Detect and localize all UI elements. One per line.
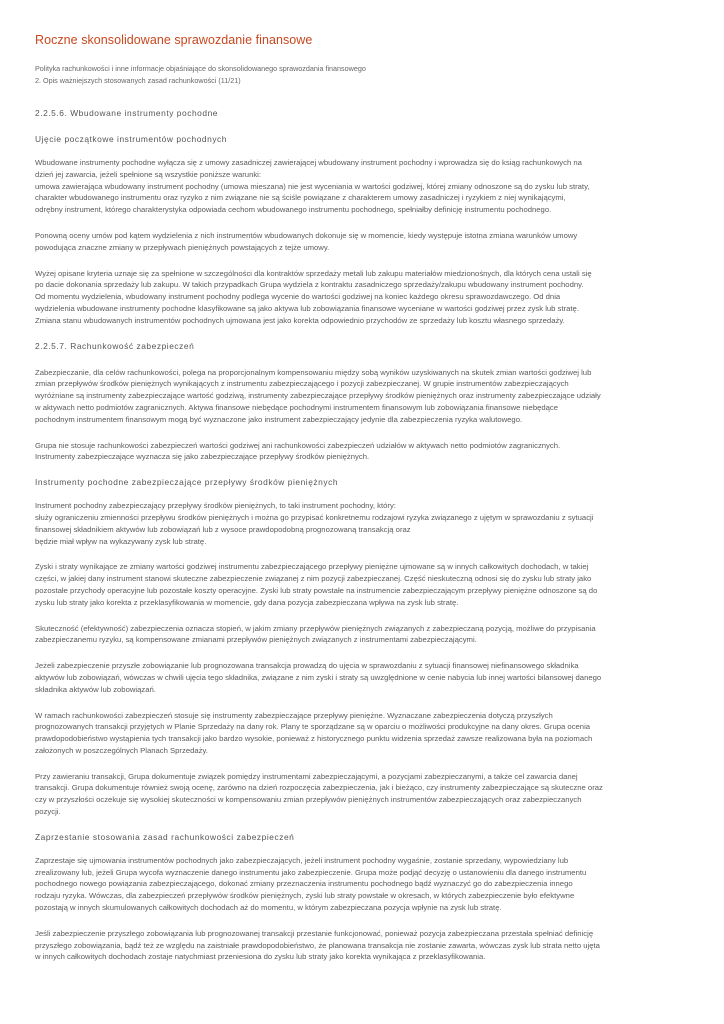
paragraph bbox=[35, 623, 688, 647]
text-line: zmian przepływów środków pieniężnych wynikających z instrumentu zabezpieczającego i pozycji zabezpieczanej. W grupie instrumentów zabezpieczających bbox=[35, 379, 569, 389]
text-line: aktywów lub zobowiązań, wówczas w chwili ujęcia tego składnika, związane z nim zyski i straty są uwzględnione w cenie nabycia lub innej wartości bilansowej danego bbox=[35, 672, 602, 682]
text-line: W ramach rachunkowości zabezpieczeń stosuje się instrumenty zabezpieczające przepływy pieniężne. Wyznaczane zabezpieczenia dotyczą przyszłych bbox=[35, 710, 553, 720]
document-body bbox=[35, 108, 688, 963]
text-line: założonych w poszczególnych Planach Sprzedaży. bbox=[35, 745, 208, 755]
breadcrumb-item: Polityka rachunkowości i inne informacje objaśniające do skonsolidowanego sprawozdania finansowego bbox=[35, 64, 366, 73]
text-line: zysku lub straty jako korekta z przeklasyfikowania w momencie, gdy dana pozycja zabezpieczana wpływa na zysk lub stratę. bbox=[35, 597, 459, 607]
text-line: części, w jakiej dany instrument stanowi skuteczne zabezpieczenie związanej z nim pozycji zabezpieczanej. Część nieskuteczną odnosi się do zysku lub straty jako bbox=[35, 574, 592, 584]
text-line: będzie miał wpływ na wykazywany zysk lub stratę. bbox=[35, 536, 207, 546]
text-line: składnika aktywów lub zobowiązań. bbox=[35, 684, 156, 694]
text-line: dzień jej zawarcia, jeżeli spełnione są wszystkie poniższe warunki: bbox=[35, 169, 262, 179]
text-line: służy ograniczeniu zmienności przepływu środków pieniężnych i można go przypisać konkretnemu rodzajowi ryzyka związanego z ujętym w sprawozdaniu z sytuacji bbox=[35, 512, 594, 522]
text-line: Jeżeli zabezpieczenie przyszłe zobowiązanie lub prognozowana transakcja prowadzą do ujęcia w sprawozdaniu z sytuacji finansowej niefinansowego składnika bbox=[35, 661, 579, 671]
text-line: pochodnym instrumentem finansowym mogą być wyznaczone jako instrument zabezpieczający jedynie dla zabezpieczenia ryzyka walutowego. bbox=[35, 414, 523, 424]
text-line: po dacie dokonania sprzedaży lub zakupu. W takich przypadkach Grupa wydziela z kontraktu zasadniczego sprzedaży/zakupu wbudowany instrument pochodny. bbox=[35, 280, 584, 290]
text-line: prognozowanych transakcji przyjętych w Planie Sprzedaży na dany rok. Plany te sporządzane są w oparciu o możliwości produkcyjne na dany okres. Grupa ocenia bbox=[35, 722, 591, 732]
paragraph bbox=[35, 367, 688, 426]
text-line: odrębny instrument, którego charakterystyka odpowiada cechom wbudowanego instrumentu pochodnego, spełniałby definicję instrumentu pochodnego. bbox=[35, 205, 552, 215]
text-line: transakcji. Grupa dokumentuje również swoją ocenę, zarówno na dzień rozpoczęcia zabezpieczenia, jak i bieżąco, czy instrumenty zabezpieczające są skuteczne oraz bbox=[35, 783, 603, 793]
paragraph bbox=[35, 157, 688, 216]
text-line: Przy zawieraniu transakcji, Grupa dokumentuje związek pomiędzy instrumentami zabezpieczającymi, a pozycjami zabezpieczanymi, a także cel zawarcia danej bbox=[35, 771, 578, 781]
text-line: pochodnego nowego powiązania zabezpieczającego, dokonać zmiany przeznaczenia instrumentu pochodnego bądź wyznaczyć go do zabezpieczenia innego bbox=[35, 879, 573, 889]
paragraph bbox=[35, 561, 688, 608]
subsection-heading: Instrumenty pochodne zabezpieczające przepływy środków pieniężnych bbox=[35, 477, 339, 488]
text-line: Od momentu wydzielenia, wbudowany instrument pochodny podlega wycenie do wartości godziwej na koniec każdego okresu sprawozdawczego. Od dnia bbox=[35, 292, 561, 302]
text-line: przyszłego zobowiązania, bądź też ze względu na zaistniałe prawdopodobieństwo, że planowana transakcja nie zostanie zawarta, wówczas zysk lub strata netto ujęta bbox=[35, 940, 600, 950]
text-line: Zyski i straty wynikające ze zmiany wartości godziwej instrumentu zabezpieczającego przepływy pieniężne ujmowane są w innych całkowitych dochodach, w takiej bbox=[35, 562, 589, 572]
text-line: Zmiana stanu wbudowanych instrumentów pochodnych ujmowana jest jako korekta odpowiednio przychodów ze sprzedaży lub kosztu własnego sprzedaży. bbox=[35, 315, 565, 325]
document-title: Roczne skonsolidowane sprawozdanie finansowe bbox=[35, 33, 313, 47]
paragraph bbox=[35, 710, 688, 757]
text-line: prawdopodobieństwo wystąpienia tych transakcji jako bardzo wysokie, ponieważ z historycznego punktu widzenia sprzedaż zawsze realizowana była na poziomach bbox=[35, 734, 593, 744]
subsection-heading: Zaprzestanie stosowania zasad rachunkowości zabezpieczeń bbox=[35, 831, 295, 842]
paragraph bbox=[35, 500, 688, 547]
text-line: Grupa nie stosuje rachunkowości zabezpieczeń wartości godziwej ani rachunkowości zabezpieczeń udziałów w aktywach netto podmiotów zagranicznych. bbox=[35, 440, 561, 450]
text-line: Zabezpieczanie, dla celów rachunkowości, polega na proporcjonalnym kompensowaniu między sobą wyników uzyskiwanych na skutek zmian wartości godziwej lub bbox=[35, 367, 592, 377]
paragraph bbox=[35, 928, 688, 963]
text-line: Wbudowane instrumenty pochodne wyłącza się z umowy zasadniczej zawierającej wbudowany instrument pochodny i wprowadza się do ksiąg rachunkowych na bbox=[35, 158, 582, 167]
text-line: charakter wbudowanego instrumentu oraz ryzyko z nim związane nie są ściśle powiązane z charakterem umowy zasadniczej i ryzykiem z niej wynikającymi, bbox=[35, 193, 566, 203]
text-line: Instrumenty zabezpieczające wyznacza się jako zabezpieczające przepływy środków pieniężnych. bbox=[35, 452, 370, 462]
text-line: wyróżniane są instrumenty zabezpieczające wartość godziwą, instrumenty zabezpieczające przepływy środków pieniężnych oraz instrumenty zabezpieczające udziały bbox=[35, 391, 601, 401]
text-line: Jeśli zabezpieczenie przyszłego zobowiązania lub prognozowanej transakcji przestanie funkcjonować, ponieważ pozycja zabezpieczana przestała spełniać definicję bbox=[35, 928, 594, 938]
text-line: Ponowną oceny umów pod kątem wydzielenia z nich instrumentów wbudowanych dokonuje się w momencie, kiedy występuje istotna zmiana warunków umowy bbox=[35, 230, 578, 240]
text-line: rodzaju ryzyka. Wówczas, dla zabezpieczeń przepływów środków pieniężnych, zyski lub straty powstałe w okresach, w których zabezpieczenie było efektywne bbox=[35, 891, 575, 901]
paragraph bbox=[35, 855, 688, 914]
text-line: umowa zawierająca wbudowany instrument pochodny (umowa mieszana) nie jest wyceniania w wartości godziwej, której zmiany odnoszone są do zysku lub straty, bbox=[35, 181, 590, 191]
text-line: czy w przyszłości oczekuje się wysokiej skuteczności w kompensowaniu zmian przepływów pieniężnych instrumentów zabezpieczających oraz zabezpieczanych bbox=[35, 795, 582, 805]
subsection-heading: Ujęcie początkowe instrumentów pochodnych bbox=[35, 134, 228, 144]
paragraph bbox=[35, 230, 688, 254]
text-line: Zaprzestaje się ujmowania instrumentów pochodnych jako zabezpieczających, jeżeli instrument pochodny wygaśnie, zostanie sprzedany, wypowiedziany lub bbox=[35, 855, 569, 865]
paragraph bbox=[35, 440, 688, 464]
text-line: pozycji. bbox=[35, 807, 61, 817]
paragraph bbox=[35, 771, 688, 818]
breadcrumb bbox=[35, 63, 688, 86]
text-line: zrealizowany lub, jeżeli Grupa wycofa wyznaczenie danego instrumentu jako zabezpieczenie. Grupa może podjąć decyzję o ustanowieniu dla danego instrumentu bbox=[35, 867, 587, 877]
text-line: Skuteczność (efektywność) zabezpieczenia oznacza stopień, w jakim zmiany przepływów pieniężnych związanych z zabezpieczaną pozycją, możliwe do przypisania bbox=[35, 623, 596, 633]
paragraph bbox=[35, 268, 688, 327]
text-line: wydzielenia wbudowane instrumenty pochodne klasyfikowane są jako aktywa lub zobowiązania finansowe wyceniane w wartości godziwej przez zysk lub stratę. bbox=[35, 303, 579, 313]
text-line: w innych całkowitych dochodach zostaje natychmiast przeniesiona do zysku lub straty jako korekta wynikająca z przeklasyfikowania. bbox=[35, 952, 486, 962]
paragraph bbox=[35, 660, 688, 695]
text-line: Wyżej opisane kryteria uznaje się za spełnione w szczególności dla kontraktów sprzedaży metali lub zakupu materiałów miedzionośnych, dla których cena ustali się bbox=[35, 268, 592, 278]
section-heading: 2.2.5.7. Rachunkowość zabezpieczeń bbox=[35, 340, 195, 351]
text-line: Instrument pochodny zabezpieczający przepływy środków pieniężnych, to taki instrument pochodny, który: bbox=[35, 501, 396, 511]
section-heading: 2.2.5.6. Wbudowane instrumenty pochodne bbox=[35, 108, 219, 118]
text-line: w aktywach netto podmiotów zagranicznych. Aktywa finansowe niebędące pochodnymi instrumentem finansowym lub zobowiązania finansowe niebędące bbox=[35, 402, 559, 412]
text-line: zabezpieczanemu ryzyku, są kompensowane zmianami przepływów pieniężnych związanych z instrumentami zabezpieczającymi. bbox=[35, 635, 477, 645]
text-line: powodująca znaczne zmiany w przepływach pieniężnych powstających z tejże umowy. bbox=[35, 242, 330, 252]
breadcrumb-item: 2. Opis ważniejszych stosowanych zasad rachunkowości (11/21) bbox=[35, 75, 241, 85]
text-line: finansowej składnikiem aktywów lub zobowiązań lub z wysoce prawdopodobną prognozowaną transakcją oraz bbox=[35, 524, 411, 534]
text-line: pozostają w innych skumulowanych całkowitych dochodach aż do momentu, w którym zabezpieczana pozycja wpłynie na zysk lub stratę. bbox=[35, 903, 502, 913]
text-line: pozostałe przychody operacyjne lub pozostałe koszty operacyjne. Zyski lub straty powstałe na instrumencie zabezpieczającym przepływy pieniężne odnoszone są do bbox=[35, 585, 598, 595]
